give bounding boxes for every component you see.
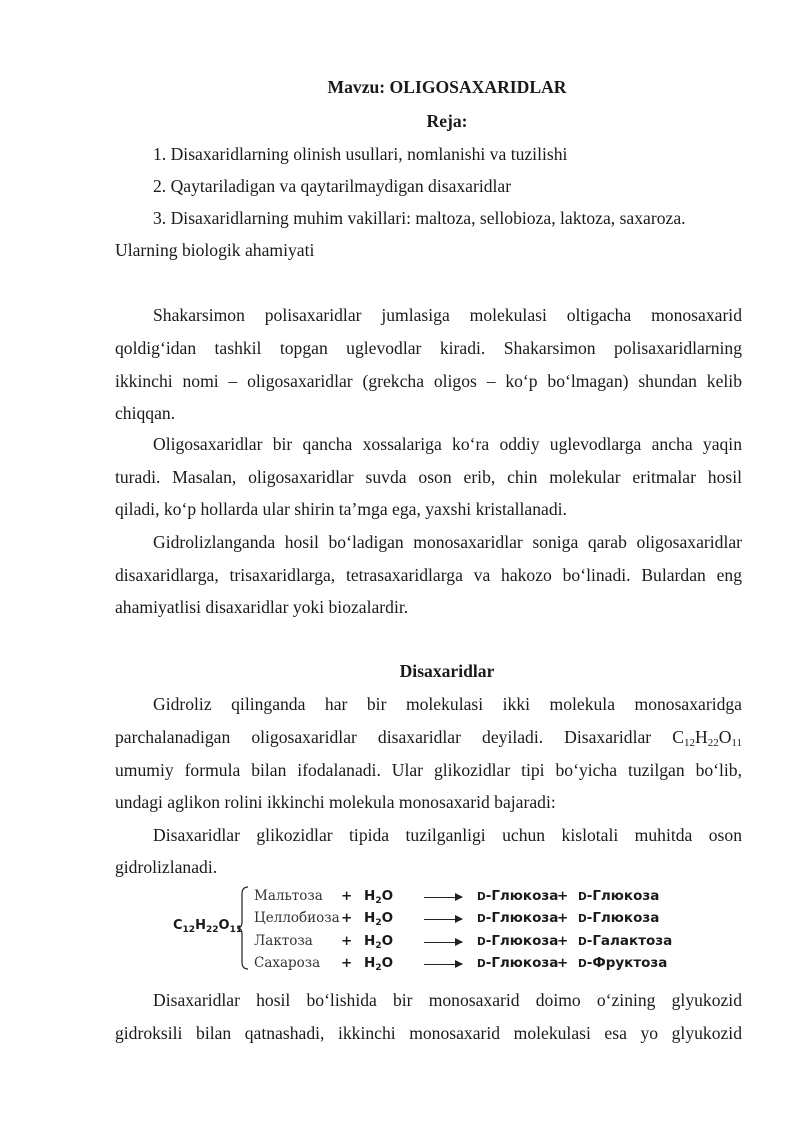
plan-heading: Reja: [426,111,468,131]
scheme-row-2-product-1: D-Глюкоза [477,910,559,926]
scheme-row-3-water: $H_2O$ [364,933,394,951]
scheme-row-3-name: Лактоза [254,933,313,949]
scheme-row-1-water: $H_2O$ [364,888,394,906]
plan-item-3-continuation: Ularning biologik ahamiyati [115,240,315,260]
paragraph-2-line-3: qiladi, ko‘p hollarda ular shirin ta’mga ega, yaxshi kristallanadi. [115,499,567,519]
scheme-row-1-plus-2: + [557,888,569,904]
page-title: Mavzu: OLIGOSAXARIDLAR [327,77,567,97]
scheme-row-3-arrow [424,942,462,943]
scheme-brace [236,886,250,970]
paragraph-3-line-2: disaxaridlarga, trisaxaridlarga, tetrasaxaridlarga va hakozo bo‘linadi. Bulardan eng [115,565,742,585]
plan-item-1: 1. Disaxaridlarning olinish usullari, nomlanishi va tuzilishi [153,144,568,164]
scheme-row-2-product-2: D-Глюкоза [578,910,660,926]
scheme-row-4-arrow [424,964,462,965]
paragraph-3-line-1: Gidrolizlanganda hosil bo‘ladigan monosaxaridlar soniga qarab oligosaxaridlar [153,532,742,552]
paragraph-1-line-4: chiqqan. [115,403,176,423]
paragraph-2-line-1: Oligosaxaridlar bir qancha xossalariga ko‘ra oddiy uglevodlarga ancha yaqin [153,434,742,454]
scheme-row-2-name: Целлобиоза [254,910,340,926]
scheme-row-2-plus: + [341,910,353,926]
paragraph-4-line-3: umumiy formula bilan ifodalanadi. Ular glikozidlar tipi bo‘yicha tuzilgan bo‘lib, [115,760,742,780]
scheme-row-3-product-1: D-Глюкоза [477,933,559,949]
scheme-row-3-product-2: D-Галактоза [578,933,673,949]
paragraph-5-line-1: Disaxaridlar glikozidlar tipida tuzilganligi uchun kislotali muhitda oson [153,825,742,845]
scheme-row-4-plus-2: + [557,955,569,971]
paragraph-4-line-2-text: parchalanadigan oligosaxaridlar disaxaridlar deyiladi. Disaxaridlar [115,727,652,747]
scheme-row-1-name: Мальтоза [254,888,323,904]
scheme-row-1-product-2: D-Глюкоза [578,888,660,904]
paragraph-2-line-2: turadi. Masalan, oligosaxaridlar suvda oson erib, chin molekular eritmalar hosil [115,467,742,487]
paragraph-5-line-2: gidrolizlanadi. [115,857,218,877]
paragraph-1-line-3: ikkinchi nomi – oligosaxaridlar (grekcha oligos – ko‘p bo‘lmagan) shundan kelib [115,371,742,391]
paragraph-4-line-4: undagi aglikon rolini ikkinchi molekula monosaxarid bajaradi: [115,792,556,812]
scheme-row-2-plus-2: + [557,910,569,926]
scheme-row-4-plus: + [341,955,353,971]
paragraph-6-line-1: Disaxaridlar hosil bo‘lishida bir monosaxarid doimo o‘zining glyukozid [153,990,742,1010]
scheme-row-1-product-1: D-Глюкоза [477,888,559,904]
paragraph-3-line-3: ahamiyatlisi disaxaridlar yoki biozalardir. [115,597,409,617]
scheme-row-2-water: $H_2O$ [364,910,394,928]
plan-item-2: 2. Qaytariladigan va qaytarilmaydigan disaxaridlar [153,176,512,196]
scheme-formula: $C_{12}H_{22}O_{11}$ [173,918,243,935]
scheme-row-3-plus: + [341,933,353,949]
scheme-row-4-product-1: D-Глюкоза [477,955,559,971]
plan-item-3: 3. Disaxaridlarning muhim vakillari: maltoza, sellobioza, laktoza, saxaroza. [153,208,686,228]
scheme-row-4-water: $H_2O$ [364,955,394,973]
scheme-row-4-name: Сахароза [254,955,321,971]
hydrolysis-scheme [0,880,800,975]
disaccharide-formula: $C_{12}H_{22}O_{11}$ [672,727,742,749]
scheme-row-2-arrow [424,919,462,920]
scheme-row-1-plus: + [341,888,353,904]
scheme-row-4-product-2: D-Фруктоза [578,955,668,971]
scheme-row-3-plus-2: + [557,933,569,949]
scheme-row-1-arrow [424,897,462,898]
paragraph-1-line-2: qoldig‘idan tashkil topgan uglevodlar kiradi. Shakarsimon polisaxaridlarning [115,338,742,358]
section-heading: Disaxaridlar [399,661,495,681]
paragraph-1-line-1: Shakarsimon polisaxaridlar jumlasiga molekulasi oltigacha monosaxarid [153,305,742,325]
paragraph-4-line-1: Gidroliz qilinganda har bir molekulasi ikki molekula monosaxaridga [153,694,742,714]
paragraph-4-line-2 [115,727,742,753]
paragraph-6-line-2: gidroksili bilan qatnashadi, ikkinchi monosaxarid molekulasi esa yo glyukozid [115,1023,742,1043]
